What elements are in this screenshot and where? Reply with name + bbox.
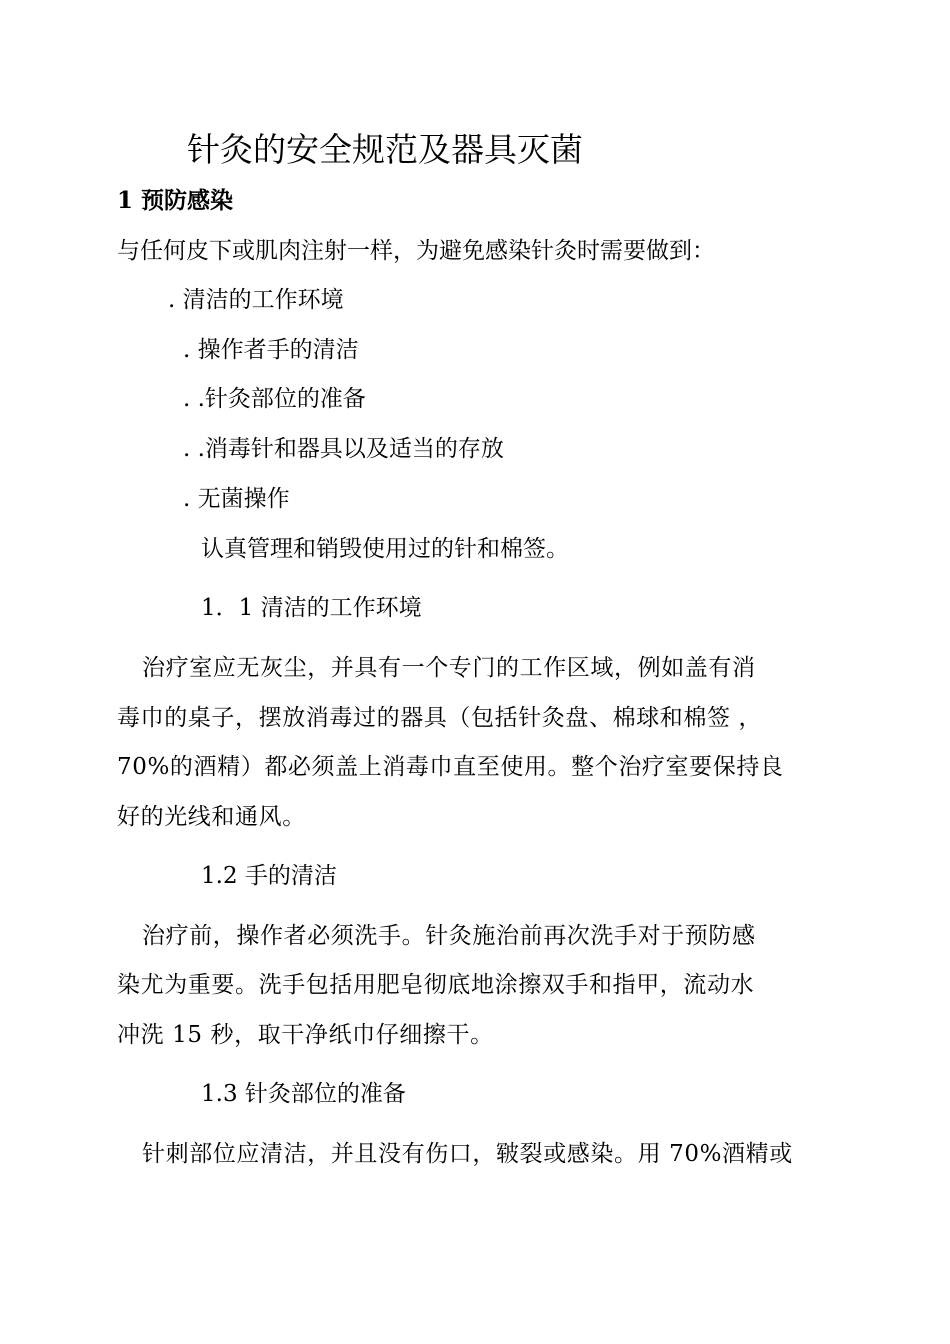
subheading-site-preparation: 1.3 针灸部位的准备 (201, 1081, 406, 1107)
paragraph-line: 染尤为重要。洗手包括用肥皂彻底地涂擦双手和指甲，流动水 (117, 972, 755, 998)
document-title: 针灸的安全规范及器具灭菌 (187, 130, 583, 169)
paragraph-line: 冲洗 15 秒，取干净纸巾仔细擦干。 (117, 1022, 494, 1048)
intro-paragraph: 与任何皮下或肌肉注射一样，为避免感染针灸时需要做到： (117, 238, 715, 264)
paragraph-line: 治疗前，操作者必须洗手。针灸施治前再次洗手对于预防感 (142, 923, 756, 949)
paragraph-line: 针刺部位应清洁，并且没有伤口，皲裂或感染。用 70%酒精或 (142, 1141, 793, 1167)
bullet-item: . 清洁的工作环境 (168, 287, 344, 313)
paragraph-line: 好的光线和通风。 (117, 804, 306, 830)
subheading-hand-cleaning: 1.2 手的清洁 (201, 863, 337, 889)
bullet-item: . .针灸部位的准备 (183, 386, 366, 412)
bullet-item: . 操作者手的清洁 (183, 337, 359, 363)
paragraph-line: 70%的酒精）都必须盖上消毒巾直至使用。整个治疗室要保持良 (117, 754, 784, 780)
bullet-item: . .消毒针和器具以及适当的存放 (183, 436, 504, 462)
bullet-item: . 无菌操作 (183, 486, 290, 512)
subheading-clean-environment: 1．1 清洁的工作环境 (201, 595, 422, 621)
paragraph-line: 毒巾的桌子，摆放消毒过的器具（包括针灸盘、棉球和棉签 ， (117, 705, 763, 731)
closing-line: 认真管理和销毁使用过的针和棉签。 (201, 536, 569, 562)
paragraph-line: 治疗室应无灰尘，并具有一个专门的工作区域，例如盖有消 (142, 655, 756, 681)
section-heading-prevent-infection: 1 预防感染 (117, 187, 234, 214)
